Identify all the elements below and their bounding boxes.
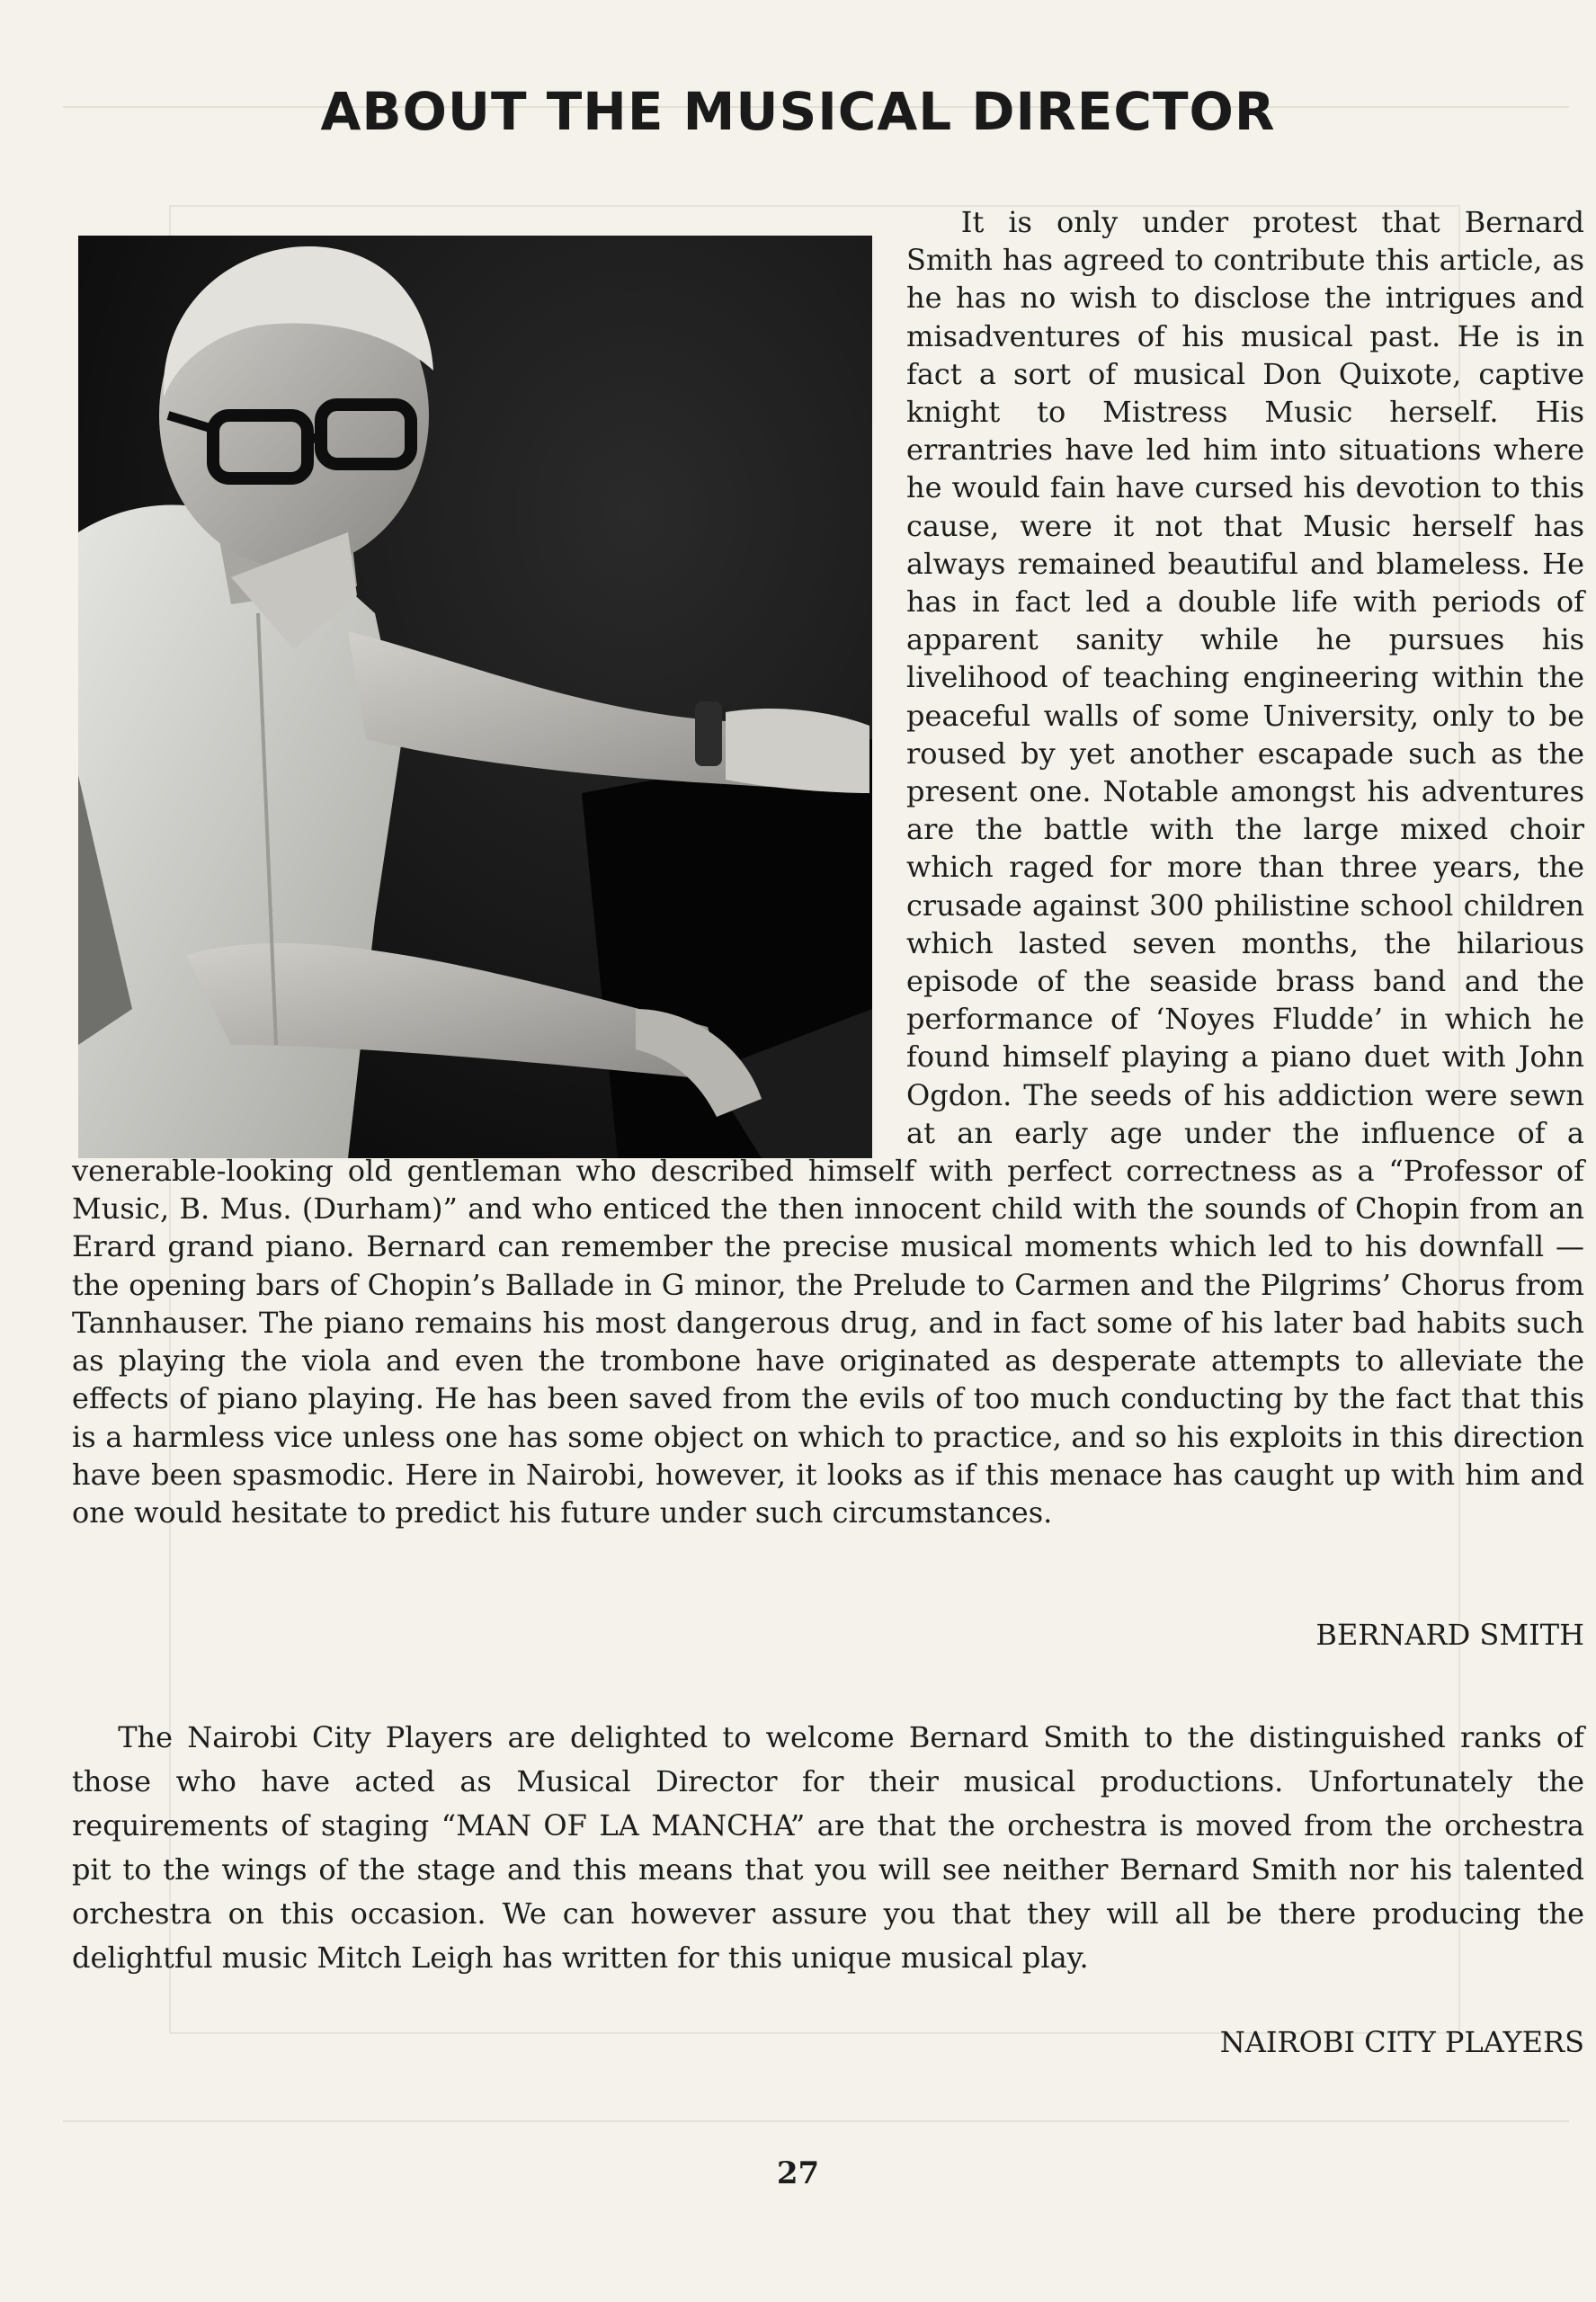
bottom-rule (63, 2120, 1569, 2122)
welcome-signature: NAIROBI CITY PLAYERS (1219, 2025, 1584, 2059)
article-signature: BERNARD SMITH (1315, 1618, 1584, 1652)
article-body (72, 203, 1584, 1531)
photo-wrap-spacer (72, 203, 906, 1151)
page-title: ABOUT THE MUSICAL DIRECTOR (320, 81, 1276, 142)
article-text: It is only under protest that Bernard Smith has agreed to contribute this article, as he has no wish to disclose the intrigues and misadventures of his musical past. He is in fact a sort of musical Don Quixote, captive knight to Mistress Music herself. His errantries have led him into situations where he would fain have cursed his devotion to this cause, were it not that Music herself has always remained beautiful and blameless. He has in fact led a double life with periods of apparent sanity while he pursues his livelihood of teaching engineering within the peaceful walls of some University, only to be roused by yet another escapade such as the present one. Notable amongst his adventures are the battle with the large mixed choir which raged for more than three years, the crusade against 300 philistine school children which lasted seven months, the hilarious episode of the seaside brass band and the performance of ‘Noyes Fludde’ in which he found himself playing a piano duet with John Ogdon. The seeds of his addiction were sewn at an early age under the influence of a venerable-looking old gentleman who described himself with perfect correctness as a “Professor of Music, B. Mus. (Durham)” and who enticed the then innocent child with the sounds of Chopin from an Erard grand piano. Bernard can remember the precise musical moments which led to his downfall — the opening bars of Chopin’s Ballade in G minor, the Prelude to Carmen and the Pilgrims’ Chorus from Tannhauser. The piano remains his most dangerous drug, and in fact some of his later bad habits such as playing the viola and even the trombone have originated as desperate attempts to alleviate the effects of piano playing. He has been saved from the evils of too much conducting by the fact that this is a harmless vice unless one has some object on which to practice, and so his exploits in this direction have been spasmodic. Here in Nairobi, however, it looks as if this menace has caught up with him and one would hesitate to predict his future under such circumstances. (72, 205, 1584, 1530)
welcome-text: The Nairobi City Players are delighted to welcome Bernard Smith to the distinguished ranks of those who have acted as Musical Director for their musical productions. Unfortunately the requirements of staging “MAN OF LA MANCHA” are that the orchestra is moved from the orchestra pit to the wings of the stage and this means that you will see neither Bernard Smith nor his talented orchestra on this occasion. We can however assure you that they will all be there producing the delightful music Mitch Leigh has written for this unique musical play. (72, 1720, 1584, 1975)
page-number: 27 (776, 2155, 820, 2191)
